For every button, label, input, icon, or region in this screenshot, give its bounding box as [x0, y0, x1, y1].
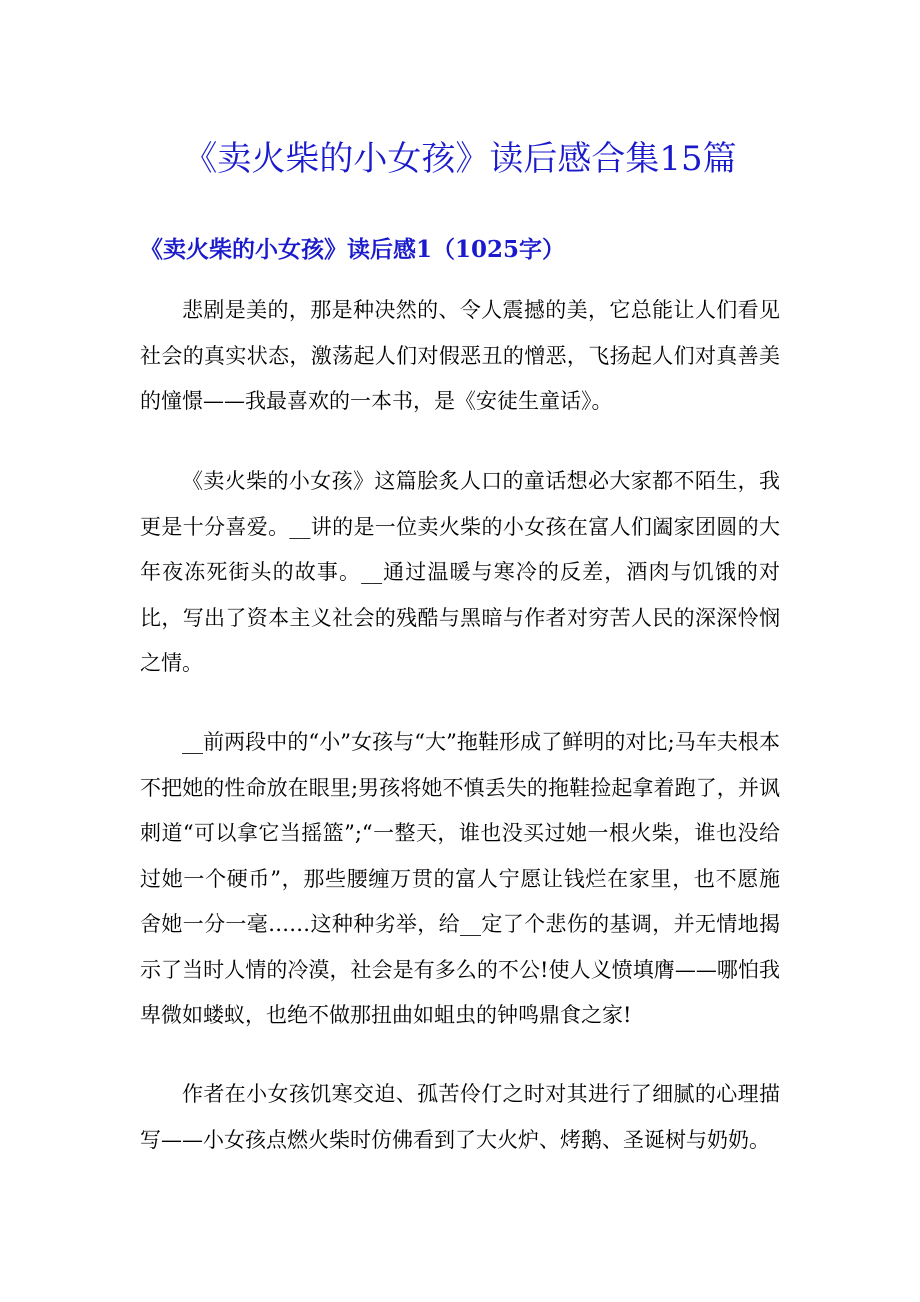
- document-title: 《卖火柴的小女孩》读后感合集15篇: [183, 139, 737, 179]
- paragraph-3: __前两段中的“小”女孩与“大”拖鞋形成了鲜明的对比;马车夫根本不把她的性命放在眼里;男孩将她不慎丢失的拖鞋捡起拿着跑了，并讽刺道“可以拿它当摇篮”;“一整天，谁也没买过她一根火柴，谁也没给过她一个硬币”，那些腰缠万贯的富人宁愿让钱烂在家里，也不愿施舍她一分一毫……这种种劣举，给__定了个悲伤的基调，并无情地揭示了当时人情的冷漠，社会是有多么的不公!使人义愤填膺——哪怕我卑微如蝼蚁，也绝不做那扭曲如蛆虫的钟鸣鼎食之家!: [140, 730, 780, 1027]
- section-heading: 《卖火柴的小女孩》读后感1（1025字）: [140, 236, 566, 263]
- paragraph-4: 作者在小女孩饥寒交迫、孤苦伶仃之时对其进行了细腻的心理描写——小女孩点燃火柴时仿佛看到了大火炉、烤鹅、圣诞树与奶奶。: [140, 1082, 780, 1152]
- paragraph-2: 《卖火柴的小女孩》这篇脍炙人口的童话想必大家都不陌生，我更是十分喜爱。__讲的是一位卖火柴的小女孩在富人们阖家团圆的大年夜冻死街头的故事。__通过温暖与寒冷的反差，酒肉与饥饿的对比，写出了资本主义社会的残酷与黑暗与作者对穷苦人民的深深怜悯之情。: [140, 469, 780, 675]
- paragraph-1: 悲剧是美的，那是种决然的、令人震撼的美，它总能让人们看见社会的真实状态，激荡起人们对假恶丑的憎恶，飞扬起人们对真善美的憧憬——我最喜欢的一本书，是《安徒生童话》。: [140, 298, 780, 413]
